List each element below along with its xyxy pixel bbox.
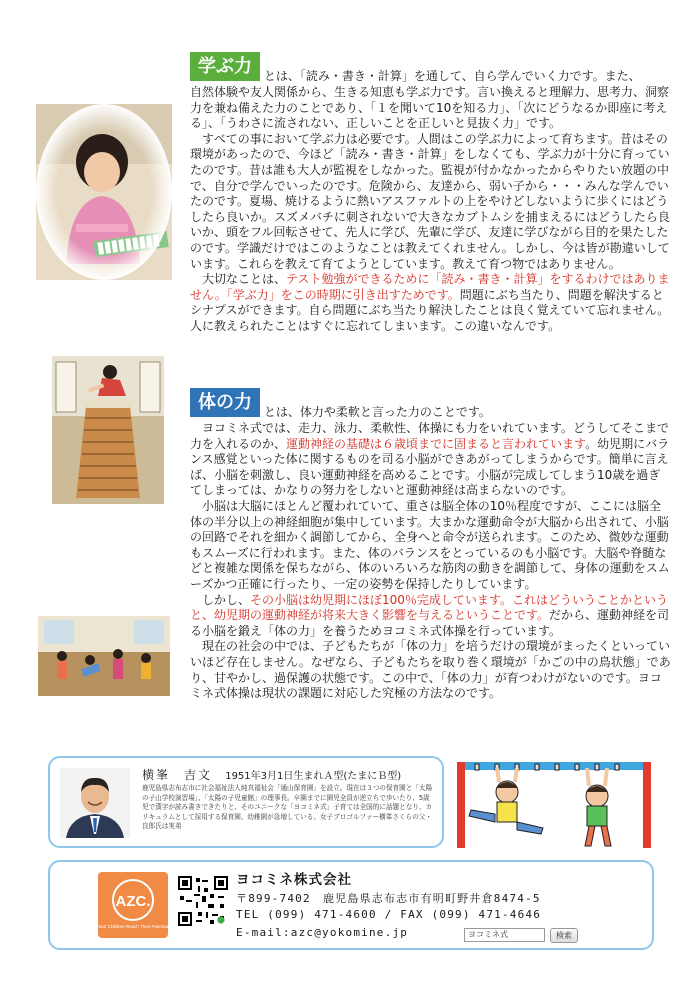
manabu-emphasis: テスト勉強ができるために「読み・書き・計算」をするわけではありません。「学ぶ力」をこの時期に引き出すためです。 [190, 272, 670, 302]
manabu-body [190, 85, 672, 335]
karada-section [190, 388, 672, 702]
karada-emphasis-2: その小脳は幼児期にほぼ100％完成しています。これはどういうことかというと、幼児期の運動神経が将来大きく影響を与えるということです。 [190, 592, 668, 623]
profile-box [48, 756, 444, 848]
logo-text: AZC. [115, 893, 151, 910]
karada-para-1-b: 。幼児期にバランス感覚といった体に関するものを司る小脳ができあがってしまうからです。簡単に言えば、小脳を刺激し、良い運動神経を高めることです。小脳が完成してしまう10歳を過ぎてしまっては、かなりの努力をしないと運動神経は高まらないのです。 [190, 436, 670, 498]
gym-class-illustration [38, 616, 170, 696]
karada-para-4: 現在の社会の中では、子どもたちが「体の力」を培うだけの環境がまったくといっていいほど存在しません。なぜなら、子どもたちを取り巻く環境が「かごの中の鳥状態」であり、甘やかし、過保護の状態です。この中で、「体の力」が育つわけがないのです。ヨコミネ式体操は現状の課題に対応した究極の方法なのです。 [190, 639, 671, 701]
logo-subtext: AtoZ Children Reach Their Potential [98, 924, 168, 929]
vaulting-box-illustration [52, 356, 164, 504]
manabu-heading: 学ぶ力 [190, 52, 260, 81]
karada-para-2: 小脳は大脳にほとんど覆われていて、重さは脳全体の10％程度ですが、ここには脳全体の半分以上の神経細胞が集中しています。大まかな運動命令が大脳から出されて、小脳の回路でそれを細かく調節してから、全身へと命令が送られます。このため、微妙な運動もスムーズに行われます。また、体のバランスをとっているのも小脳です。大脳や脊髄などと複雑な関係を保ちながら、体のいろいろな筋肉の動きを調節して、身体の運動をスムーズかつ正確に行ったり、一定の姿勢を保持したりしています。 [190, 498, 670, 591]
company-tel-fax: TEL (099) 471-4600 / FAX (099) 471-4646 [236, 908, 542, 921]
karada-heading: 体の力 [190, 388, 260, 417]
company-logo [98, 872, 168, 938]
karada-intro: とは、体力や柔軟と言った力のことです。 [263, 405, 491, 419]
profile-bio: 鹿児島県志布志市に社会福祉法人純真福祉会「通山保育園」を設立。現在は３つの保育園と「太陽の子山学校演習場」、「太陽の子児童館」の理事長。卒園までに園児全員が逆立ちで歩いたり、5歳児で漢字が読み書きできたりと、そのユニークな「ヨコミネ式」子育ては全国的に話題となり、カリキュラムとして採用する保育園、幼稚園が急増している。女子プロゴルファー横峯さくらの父・良郎氏は実弟 [142, 784, 433, 831]
company-address: 〒899-7402 鹿児島県志布志市有明町野井倉8474-5 [236, 892, 541, 905]
karada-para-1-a: ヨコミネ式では、走力、泳力、柔軟性、体操にも力をいれています。どうしてそこまで力を入れるのか、 [190, 421, 670, 451]
manabu-para-3-a: 大切なことは、 [202, 272, 287, 287]
qr-code [178, 876, 228, 926]
karada-para-3 [190, 593, 672, 640]
profile-name-row [142, 766, 401, 783]
person-avatar-icon [60, 768, 130, 838]
karada-para-3-a: しかし、 [202, 592, 251, 607]
karada-heading-row [190, 388, 672, 420]
qr-code-icon [178, 876, 228, 926]
azc-logo-icon [98, 872, 168, 938]
manabu-para-3 [190, 272, 672, 334]
monkey-bars-icon [455, 756, 655, 848]
karada-body [190, 421, 672, 702]
child-piano-illustration [36, 104, 172, 280]
profile-name: 横峯 吉文 [142, 768, 213, 782]
playground-illustration [455, 756, 655, 848]
manabu-section [190, 52, 672, 335]
manabu-para-1: 自然体験や友人関係から、生きる知恵も学ぶ力です。言い換えると理解力、思考力、洞察力を兼ね備えた力のことであり、「１を聞いて10を知る力」、「次にどうなるか即座に考える」、「うわさに流されない、正しいことを正しいと見抜く力」です。 [190, 85, 670, 131]
company-email[interactable]: E-mail:azc@yokomine.jp [236, 926, 409, 939]
manabu-intro: とは、「読み・書き・計算」を通して、自ら学んでいく力です。また、 [263, 69, 641, 83]
profile-born: 1951年3月1日生まれＡ型(たまにＢ型) [225, 771, 402, 782]
avatar [60, 768, 130, 838]
manabu-para-3-b: 問題にぶち当たり、問題を解決するとシナプスができます。自ら問題にぶち当たり解決したことは良く覚えていて忘れません。人に教えられたことはすぐに忘れてしまいます。この違いなんです。 [190, 287, 670, 333]
manabu-heading-row [190, 52, 672, 84]
photo-child-piano [36, 104, 172, 280]
search-button[interactable]: 検索 [550, 928, 578, 943]
company-footer [48, 860, 654, 950]
karada-para-3-b: だから、運動神経を司る小脳を鍛え「体の力」を養うためヨコミネ式体操を行っています。 [190, 608, 670, 638]
company-name: ヨコミネ株式会社 [236, 872, 352, 888]
karada-emphasis-1: 運動神経の基礎は６歳頃までに固まると言われています [286, 436, 586, 451]
karada-para-1 [190, 421, 672, 499]
search-input[interactable]: ヨコミネ式 [464, 928, 545, 942]
manabu-para-2: すべての事において学ぶ力は必要です。人間はこの学ぶ力によって育ちます。昔はその環境があったので、今ほど「読み・書き・計算」をしなくても、学ぶ力が十分に育っていたのです。昔は誰も大人が監視をしなかった。監視が付かなかったからやりたい放題の中で、自分で学んでいったのです。危険から、友達から、弱い子から・・・みんな学んでいたのです。夏場、焼けるように熱いアスファルトの上をやけどしないように歩くにはどうしたら良いか。スズメバチに刺されないで大きなカブトムシを捕まえるにはどうしたら良いか、頭をフル回転させて、先人に学び、先輩に学び、友達に学びながら目的を果たしたのです。学識だけではこのようなことは教えてくれません。しかし、今は皆が勘違いしています。これらを教えて育てようとしています。教えて育つ物ではありません。 [190, 131, 670, 271]
photo-vaulting-box [52, 356, 164, 504]
photo-gym-class [38, 616, 170, 696]
